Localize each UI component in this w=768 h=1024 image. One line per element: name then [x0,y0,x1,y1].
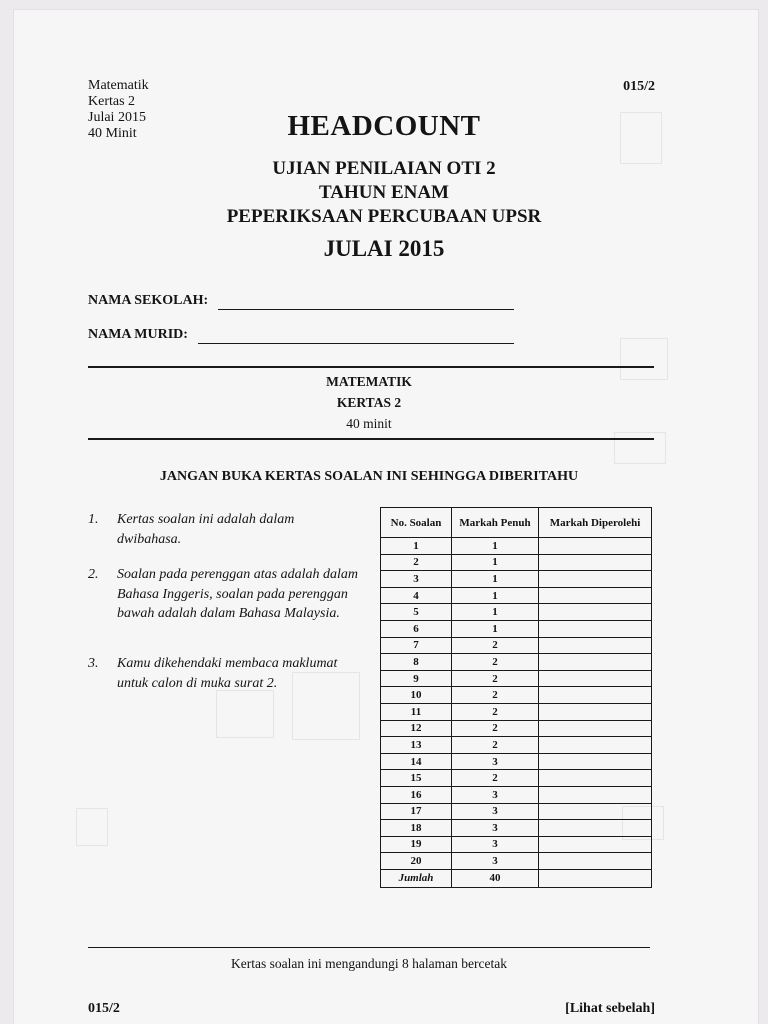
table-row [381,753,652,770]
table-row [381,687,652,704]
question-number-cell: 1 [381,538,452,555]
marks-obtained-cell[interactable] [539,770,652,787]
full-marks-cell: 3 [452,853,539,870]
table-row [381,538,652,555]
instruction-item [88,654,358,693]
table-row [381,637,652,654]
paper-number: Kertas 2 [88,94,136,109]
table-header-row [381,508,652,538]
table-row [381,803,652,820]
total-marks-obtained[interactable] [539,869,652,887]
question-number-cell: 12 [381,720,452,737]
full-marks-cell: 1 [452,620,539,637]
bleed-through-mark [216,690,274,738]
question-number-cell: 10 [381,687,452,704]
full-marks-cell: 2 [452,770,539,787]
marks-obtained-cell[interactable] [539,753,652,770]
column-header-question: No. Soalan [381,508,452,538]
paper-code-top: 015/2 [623,79,655,94]
marks-obtained-cell[interactable] [539,554,652,571]
subject-heading: MATEMATIK [326,374,412,389]
marks-obtained-cell[interactable] [539,687,652,704]
instruction-number: 2. [88,567,99,582]
question-number-cell: 20 [381,853,452,870]
marks-obtained-cell[interactable] [539,654,652,671]
table-row [381,654,652,671]
exam-date-title: JULAI 2015 [323,236,445,261]
table-row [381,836,652,853]
full-marks-cell: 2 [452,703,539,720]
table-row [381,620,652,637]
question-number-cell: 6 [381,620,452,637]
marks-obtained-cell[interactable] [539,737,652,754]
table-row [381,703,652,720]
marks-obtained-cell[interactable] [539,571,652,588]
question-number-cell: 19 [381,836,452,853]
table-row [381,720,652,737]
full-marks-cell: 3 [452,836,539,853]
school-name-field[interactable] [218,309,514,310]
question-number-cell: 9 [381,670,452,687]
marks-obtained-cell[interactable] [539,820,652,837]
duration-heading: 40 minit [346,416,392,431]
total-full-marks: 40 [452,869,539,887]
bleed-through-mark [614,432,666,464]
full-marks-cell: 2 [452,687,539,704]
marks-obtained-cell[interactable] [539,853,652,870]
exam-month: Julai 2015 [88,110,146,125]
table-row [381,670,652,687]
table-row [381,604,652,621]
full-marks-cell: 3 [452,786,539,803]
table-row [381,786,652,803]
instruction-text: Kertas soalan ini adalah dalam dwibahasa. [117,512,295,547]
column-header-full-marks: Markah Penuh [452,508,539,538]
table-row [381,587,652,604]
marks-obtained-cell[interactable] [539,604,652,621]
full-marks-cell: 1 [452,571,539,588]
full-marks-cell: 3 [452,803,539,820]
table-row [381,571,652,588]
paper-code-bottom: 015/2 [88,1001,120,1016]
question-number-cell: 16 [381,786,452,803]
total-label: Jumlah [381,869,452,887]
question-number-cell: 17 [381,803,452,820]
student-name-label: NAMA MURID: [88,327,188,342]
full-marks-cell: 1 [452,538,539,555]
full-marks-cell: 2 [452,654,539,671]
page-count-note: Kertas soalan ini mengandungi 8 halaman bercetak [231,956,507,971]
question-number-cell: 11 [381,703,452,720]
instruction-item [88,565,358,624]
paper-heading: KERTAS 2 [336,395,402,410]
marks-obtained-cell[interactable] [539,720,652,737]
column-header-marks-obtained: Markah Diperolehi [539,508,652,538]
exam-title-line-3: PEPERIKSAAN PERCUBAAN UPSR [226,206,542,227]
divider-bottom [88,438,654,440]
instruction-number: 1. [88,512,99,527]
full-marks-cell: 2 [452,720,539,737]
full-marks-cell: 1 [452,604,539,621]
bleed-through-mark [76,808,108,846]
instruction-item [88,510,358,549]
table-row [381,770,652,787]
main-title: HEADCOUNT [287,110,481,142]
question-number-cell: 5 [381,604,452,621]
marks-table [380,507,652,888]
marks-obtained-cell[interactable] [539,803,652,820]
table-row [381,820,652,837]
question-number-cell: 2 [381,554,452,571]
full-marks-cell: 1 [452,587,539,604]
do-not-open-warning: JANGAN BUKA KERTAS SOALAN INI SEHINGGA DIBERITAHU [159,469,579,484]
full-marks-cell: 3 [452,753,539,770]
instruction-text: Kamu dikehendaki membaca maklumat untuk calon di muka surat 2. [117,656,338,691]
marks-obtained-cell[interactable] [539,670,652,687]
total-row [381,869,652,887]
question-number-cell: 4 [381,587,452,604]
table-row [381,737,652,754]
full-marks-cell: 2 [452,637,539,654]
marks-obtained-cell[interactable] [539,620,652,637]
marks-obtained-cell[interactable] [539,637,652,654]
footer-divider [88,947,650,948]
marks-obtained-cell[interactable] [539,836,652,853]
full-marks-cell: 3 [452,820,539,837]
question-number-cell: 3 [381,571,452,588]
question-number-cell: 15 [381,770,452,787]
question-number-cell: 13 [381,737,452,754]
marks-table-body [381,538,652,870]
instruction-text: Soalan pada perenggan atas adalah dalam Bahasa Inggeris, soalan pada perenggan bawah adalah dalam Bahasa Malaysia. [117,567,358,621]
marks-obtained-cell[interactable] [539,587,652,604]
full-marks-cell: 2 [452,737,539,754]
question-number-cell: 14 [381,753,452,770]
instruction-number: 3. [88,656,99,671]
exam-duration: 40 Minit [88,126,137,141]
marks-obtained-cell[interactable] [539,538,652,555]
full-marks-cell: 2 [452,670,539,687]
subject-name: Matematik [88,78,149,93]
table-row [381,853,652,870]
full-marks-cell: 1 [452,554,539,571]
question-number-cell: 18 [381,820,452,837]
student-name-field[interactable] [198,343,514,344]
exam-title-line-1: UJIAN PENILAIAN OTI 2 [272,158,496,179]
school-name-label: NAMA SEKOLAH: [88,293,209,308]
question-number-cell: 7 [381,637,452,654]
marks-obtained-cell[interactable] [539,786,652,803]
question-number-cell: 8 [381,654,452,671]
table-row [381,554,652,571]
see-next-page: [Lihat sebelah] [565,1001,655,1016]
divider-top [88,366,654,368]
exam-title-line-2: TAHUN ENAM [318,182,449,203]
marks-obtained-cell[interactable] [539,703,652,720]
